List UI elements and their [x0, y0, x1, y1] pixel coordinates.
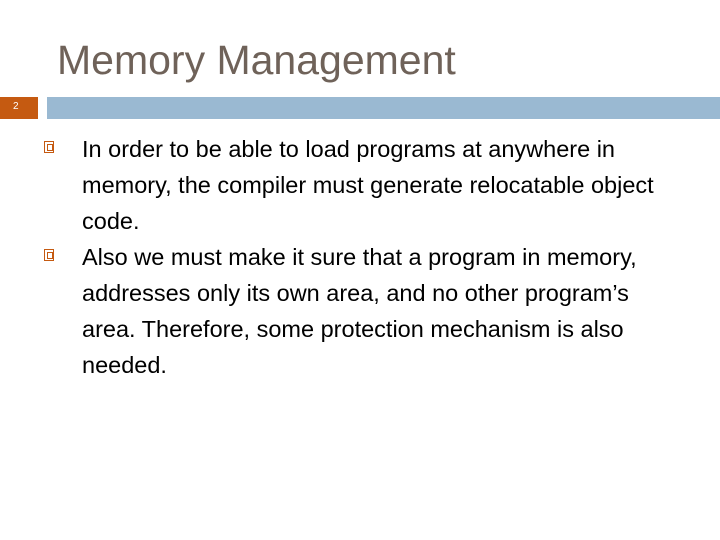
slide-number: 2	[13, 101, 19, 112]
slide-number-badge	[0, 97, 38, 119]
bullet-item	[44, 239, 684, 383]
square-bullet-icon	[44, 249, 54, 261]
bullet-text: Also we must make it sure that a program in memory, addresses only its own area, and no other program’s area. Therefore, some protection mechanism is also needed.	[82, 244, 637, 378]
bullet-list	[44, 131, 684, 383]
bullet-item	[44, 131, 684, 239]
header-divider-bar	[47, 97, 720, 119]
slide-title: Memory Management	[57, 37, 456, 83]
bullet-text: In order to be able to load programs at anywhere in memory, the compiler must generate relocatable object code.	[82, 136, 654, 234]
square-bullet-icon	[44, 141, 54, 153]
